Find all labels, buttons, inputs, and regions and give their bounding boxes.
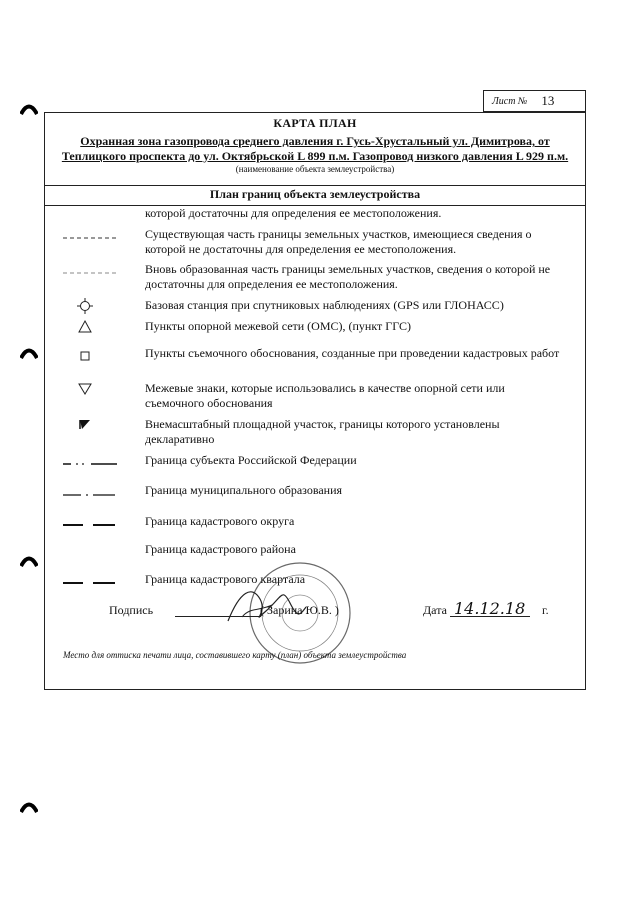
legend-text: Граница субъекта Российской Федерации — [145, 453, 357, 467]
punch-hole-mark — [20, 101, 38, 115]
signature-row — [45, 601, 585, 623]
square-icon — [59, 348, 129, 364]
legend-text: которой достаточны для определения ее местоположения. — [145, 206, 442, 220]
signature-label: Подпись — [109, 603, 154, 617]
legend-text: Граница кадастрового квартала — [145, 572, 306, 586]
sheet-number: 13 — [541, 93, 555, 108]
legend-text: Пункты опорной межевой сети (ОМС), (пункт ГГС) — [145, 319, 411, 333]
date-label: Дата — [423, 603, 447, 617]
long-dash-line-symbol — [59, 574, 129, 590]
document-frame — [44, 112, 586, 690]
object-name: Охранная зона газопровода среднего давления г. Гусь-Хрустальный ул. Димитрова, от Теплицкого проспекта до ул. Октябрьской L 899 п.м. Газопровод низкого давления L 929 п.м. — [61, 134, 569, 163]
legend-text: Базовая станция при спутниковых наблюдениях (GPS или ГЛОНАСС) — [145, 298, 504, 312]
year-suffix: г. — [542, 603, 549, 617]
title-block — [45, 113, 585, 186]
punch-hole-mark — [20, 345, 38, 359]
legend-text: Граница кадастрового округа — [145, 514, 295, 528]
punch-hole-mark — [20, 799, 38, 813]
inverted-triangle-icon — [59, 381, 129, 397]
legend-text: Вновь образованная часть границы земельных участков, сведения о которой не достаточны для определения ее местоположения. — [145, 262, 551, 291]
stamp-note: Место для оттиска печати лица, составившего карту (план) объекта землеустройства — [63, 650, 407, 660]
dashed-line-light-symbol — [59, 265, 129, 281]
signer-name: ( Зарина Ю.В. ) — [260, 603, 339, 617]
date-value: 14.12.18 — [454, 599, 526, 618]
sheet-label: Лист № — [492, 95, 528, 107]
sheet-number-box — [483, 90, 586, 112]
legend-text: Существующая часть границы земельных участков, имеющиеся сведения о которой не достаточны для определения ее местоположения. — [145, 227, 532, 256]
legend-text: Пункты съемочного обоснования, созданные при проведении кадастровых работ — [145, 346, 560, 360]
legend-text: Внемасштабный площадной участок, границы которого установлены декларативно — [145, 417, 500, 446]
legend-text: Межевые знаки, которые использовались в качестве опорной сети или съемочного обоснования — [145, 381, 505, 410]
legend-text: Граница муниципального образования — [145, 483, 343, 497]
gps-station-icon — [59, 298, 129, 314]
flag-icon — [59, 417, 129, 433]
object-name-caption: (наименование объекта землеустройства) — [235, 164, 395, 174]
dash-dot-line-symbol — [59, 485, 129, 501]
dot-dash-line-symbol — [59, 455, 129, 471]
dashed-line-symbol — [59, 230, 129, 246]
section-title: План границ объекта землеустройства — [45, 185, 585, 206]
document-title: КАРТА ПЛАН — [273, 116, 357, 130]
long-dash-line-symbol — [59, 516, 129, 532]
punch-hole-mark — [20, 553, 38, 567]
triangle-icon — [59, 319, 129, 335]
legend-text: Граница кадастрового района — [145, 542, 296, 556]
